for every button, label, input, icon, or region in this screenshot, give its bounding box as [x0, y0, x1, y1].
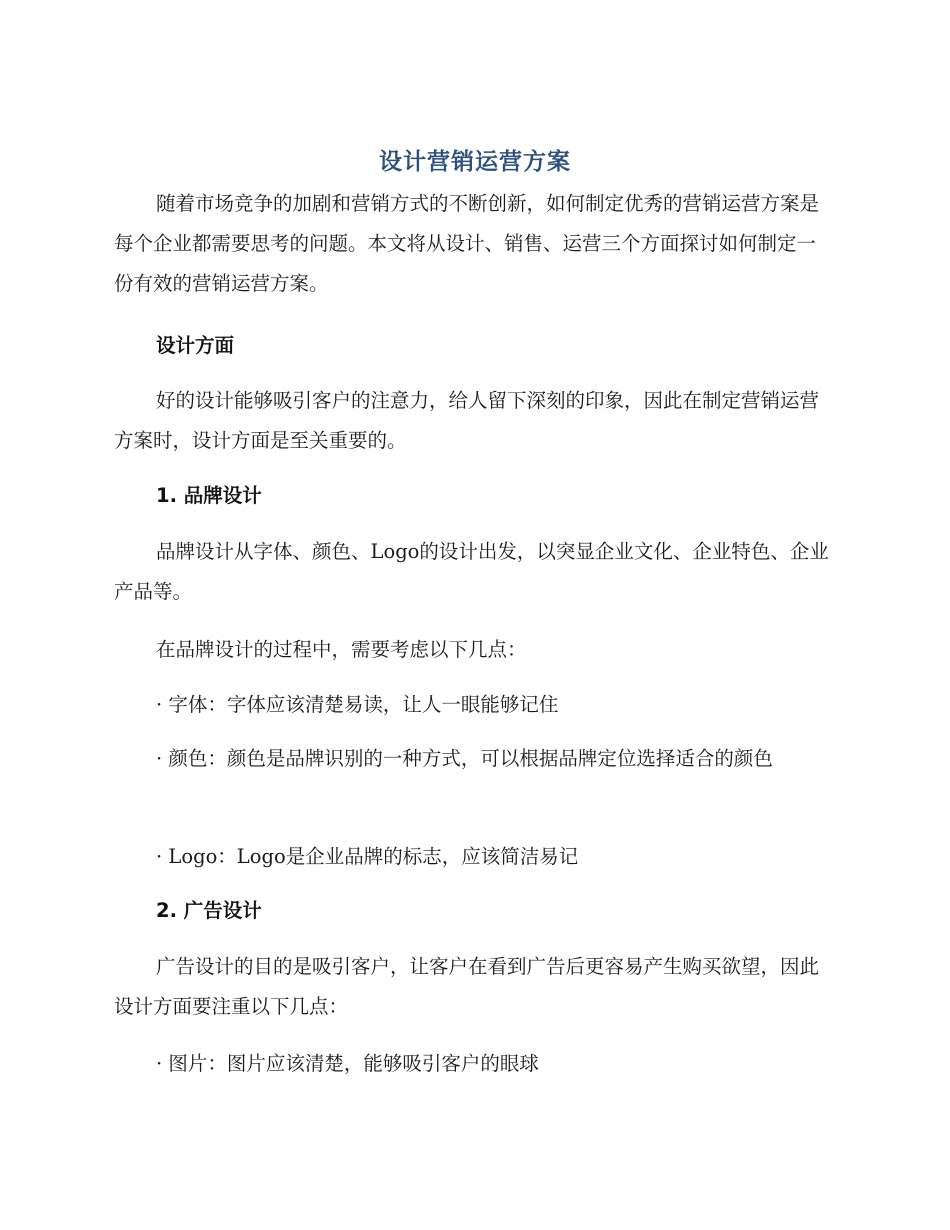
bullet-item-logo: · Logo：Logo是企业品牌的标志，应该简洁易记 [156, 845, 579, 868]
ad-design-paragraph: 广告设计的目的是吸引客户，让客户在看到广告后更容易产生购买欲望，因此设计方面要注重以下几点： [114, 955, 820, 1018]
subsection-heading-ad-design: 2. 广告设计 [156, 899, 262, 922]
intro-paragraph: 随着市场竞争的加剧和营销方式的不断创新，如何制定优秀的营销运营方案是每个企业都需要思考的问题。本文将从设计、销售、运营三个方面探讨如何制定一份有效的营销运营方案。 [114, 192, 820, 295]
design-paragraph: 好的设计能够吸引客户的注意力，给人留下深刻的印象，因此在制定营销运营方案时，设计方面是至关重要的。 [114, 389, 820, 452]
bullet-item-font: · 字体：字体应该清楚易读，让人一眼能够记住 [156, 693, 559, 716]
brand-design-considerations: 在品牌设计的过程中，需要考虑以下几点： [156, 638, 527, 661]
brand-design-paragraph: 品牌设计从字体、颜色、Logo的设计出发，以突显企业文化、企业特色、企业产品等。 [114, 540, 829, 603]
subsection-heading-brand-design: 1. 品牌设计 [156, 484, 262, 507]
document-title: 设计营销运营方案 [379, 149, 571, 175]
section-heading-design: 设计方面 [156, 334, 235, 357]
bullet-item-color: · 颜色：颜色是品牌识别的一种方式，可以根据品牌定位选择适合的颜色 [156, 747, 773, 770]
bullet-item-image: · 图片：图片应该清楚，能够吸引客户的眼球 [156, 1052, 539, 1075]
